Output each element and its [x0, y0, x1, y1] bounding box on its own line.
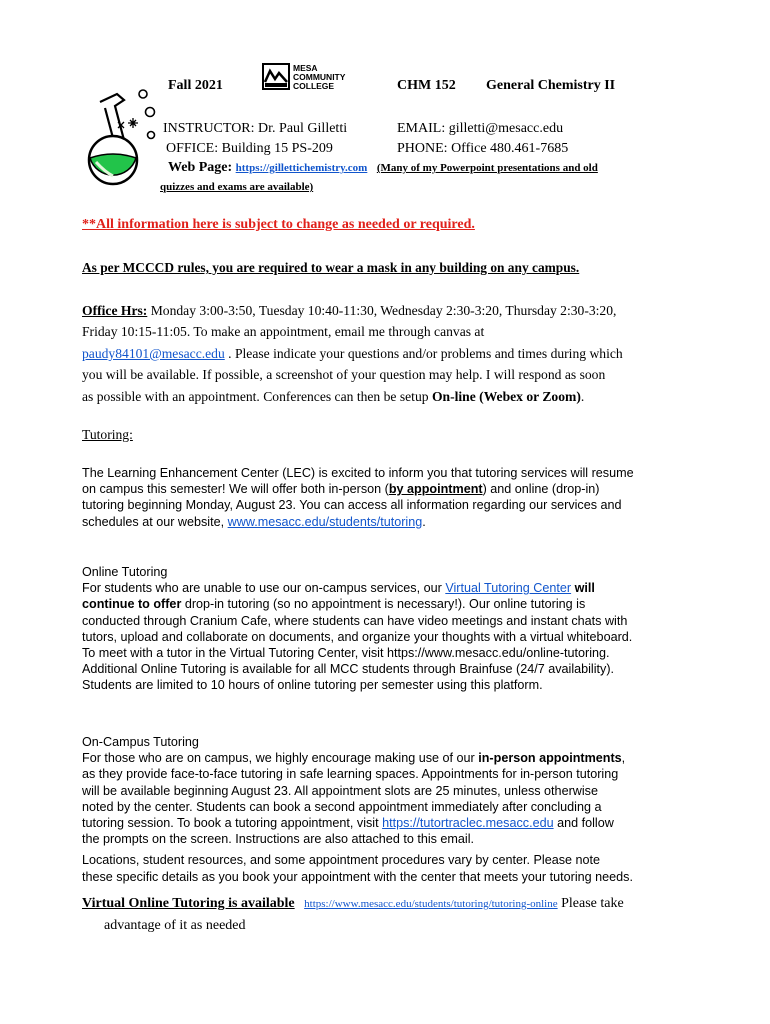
- oncampus-line-3: will be available beginning August 23. All appointment slots are 25 minutes, unless otherwise: [82, 783, 598, 798]
- online-tutoring-line-2: drop-in tutoring (so no appointment is necessary!). Our online tutoring is: [184, 597, 586, 612]
- tutoring-intro-line-2c: ) and online (drop-in): [482, 482, 600, 497]
- tutoring-heading: Tutoring:: [82, 427, 133, 442]
- office-line: [166, 141, 333, 157]
- web-page-link[interactable]: https://gillettichemistry.com: [235, 162, 368, 174]
- office-hours-line-1: Monday 3:00-3:50, Tuesday 10:40-11:30, Wednesday 2:30-3:20, Thursday 2:30-3:20,: [150, 303, 617, 318]
- email-label: EMAIL:: [397, 121, 446, 136]
- appointment-email-link[interactable]: paudy84101@mesacc.edu: [82, 345, 225, 361]
- virtual-tutoring-tail: Please take: [561, 896, 624, 911]
- chemistry-flask-illustration: [83, 88, 163, 200]
- web-page-line: [168, 160, 598, 176]
- office-location: Building 15 PS-209: [221, 141, 333, 156]
- phone-line: [397, 141, 568, 157]
- online-tutoring-line-1-bold: will: [574, 581, 595, 596]
- oncampus-line-1c: ,: [621, 751, 626, 766]
- oncampus-line-5a: tutoring session. To book a tutoring appointment, visit: [82, 816, 379, 831]
- online-tutoring-line-6: Additional Online Tutoring is available for all MCC students through Brainfuse (24/7 availability).: [82, 662, 615, 677]
- oncampus-line-7: Locations, student resources, and some appointment procedures vary by center. Please note: [82, 853, 601, 868]
- course-code: CHM 152: [397, 78, 456, 93]
- tutoring-intro-line-2a: on campus this semester! We will offer both in-person (: [82, 482, 389, 497]
- instructor-name: Dr. Paul Gilletti: [258, 121, 348, 136]
- in-person-appointments-text: in-person appointments: [478, 751, 622, 766]
- instructor-label: INSTRUCTOR:: [163, 121, 255, 136]
- instructor-line: [163, 121, 347, 137]
- office-hours-line-2: Friday 10:15-11:05. To make an appointment, email me through canvas at: [82, 324, 485, 340]
- virtual-tutoring-label: Virtual Online Tutoring is available: [82, 896, 295, 911]
- tutoring-intro-line-4a: schedules at our website,: [82, 514, 225, 529]
- online-tutoring-section: [82, 564, 702, 694]
- online-tutoring-line-5: To meet with a tutor in the Virtual Tutoring Center, visit https://www.mesacc.edu/online-tutoring.: [82, 646, 610, 661]
- office-hours-line-4: you will be available. If possible, a screenshot of your question may help. I will respond as soon: [82, 367, 606, 383]
- oncampus-line-2: as they provide face-to-face tutoring in safe learning spaces. Appointments for in-person tutoring: [82, 767, 619, 782]
- virtual-tutoring-url[interactable]: https://www.mesacc.edu/students/tutoring/tutoring-online: [304, 898, 558, 910]
- email-address: gilletti@mesacc.edu: [448, 121, 564, 136]
- web-page-label: Web Page:: [168, 160, 233, 175]
- college-logo-icon: [262, 62, 362, 92]
- office-label: OFFICE:: [166, 141, 219, 156]
- mesa-college-logo: [262, 62, 362, 92]
- online-meeting-note: On-line (Webex or Zoom): [431, 388, 581, 404]
- tutoring-website-link[interactable]: www.mesacc.edu/students/tutoring: [227, 514, 423, 529]
- online-tutoring-line-1a: For students who are unable to use our on-campus services, our: [82, 581, 442, 596]
- logo-line-1: MESA: [293, 63, 318, 73]
- virtual-tutoring-line: [82, 896, 624, 912]
- logo-line-2: COMMUNITY: [293, 72, 346, 82]
- tutortrac-link[interactable]: https://tutortraclec.mesacc.edu: [382, 816, 554, 831]
- phone-number: Office 480.461-7685: [451, 141, 569, 156]
- oncampus-line-4: noted by the center. Students can book a second appointment immediately after concluding a: [82, 799, 602, 814]
- mask-notice: As per MCCCD rules, you are required to wear a mask in any building on any campus.: [82, 260, 580, 275]
- tutoring-intro-line-1: The Learning Enhancement Center (LEC) is excited to inform you that tutoring services will resume: [82, 466, 634, 480]
- online-tutoring-heading: Online Tutoring: [82, 565, 168, 579]
- oncampus-tutoring-section: [82, 734, 702, 885]
- term-label: Fall 2021: [168, 78, 223, 93]
- office-hours-line-5: as possible with an appointment. Conferences can then be setup: [82, 388, 429, 404]
- oncampus-line-1a: For those who are on campus, we highly encourage making use of our: [82, 751, 475, 766]
- online-tutoring-line-3: conducted through Cranium Cafe, where students can have video meetings and instant chats with: [82, 613, 628, 628]
- oncampus-line-5c: and follow: [557, 816, 614, 831]
- oncampus-tutoring-heading: On-Campus Tutoring: [82, 735, 199, 749]
- web-page-note: (Many of my Powerpoint presentations and old: [376, 162, 598, 174]
- by-appointment-text: by appointment: [388, 482, 483, 497]
- course-title: General Chemistry II: [486, 78, 616, 93]
- office-hours-label: Office Hrs:: [82, 303, 148, 318]
- web-page-note-cont: quizzes and exams are available): [160, 181, 314, 193]
- online-tutoring-line-2-bold: continue to offer: [82, 597, 182, 612]
- flask-icon: [83, 88, 163, 200]
- office-hours-line-5-end: .: [580, 388, 585, 404]
- tutoring-intro-line-4c: .: [422, 514, 426, 529]
- tutoring-intro-line-3: tutoring beginning Monday, August 23. You can access all information regarding our services and: [82, 498, 622, 513]
- virtual-tutoring-center-link[interactable]: Virtual Tutoring Center: [445, 581, 572, 596]
- logo-line-3: COLLEGE: [293, 81, 335, 91]
- office-hours-block: [82, 300, 623, 407]
- phone-label: PHONE:: [397, 141, 448, 156]
- online-tutoring-line-4: tutors, upload and collaborate on documents, and organize your thoughts with a virtual whiteboard.: [82, 629, 633, 644]
- online-tutoring-line-7: Students are limited to 10 hours of online tutoring per semester using this platform.: [82, 678, 543, 693]
- oncampus-line-8: these specific details as you book your appointment with the center that meets your tutoring needs.: [82, 869, 633, 884]
- oncampus-line-6: the prompts on the screen. Instructions are also attached to this email.: [82, 832, 475, 847]
- tutoring-intro: [82, 465, 702, 530]
- virtual-tutoring-line-2: advantage of it as needed: [104, 918, 246, 933]
- office-hours-line-3: . Please indicate your questions and/or problems and times during which: [228, 345, 623, 361]
- change-notice: **All information here is subject to change as needed or required.: [82, 217, 475, 232]
- email-line: [397, 121, 563, 137]
